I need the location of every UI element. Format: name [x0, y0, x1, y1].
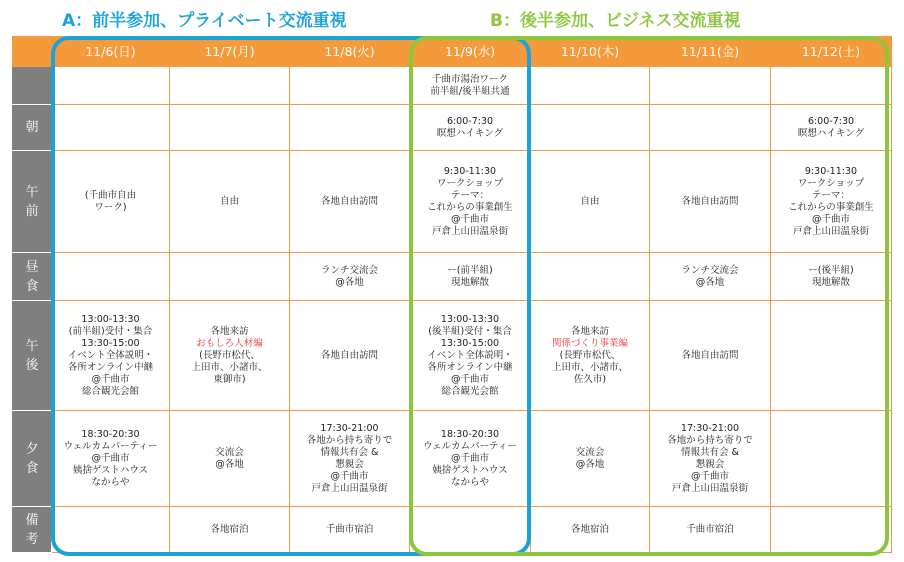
schedule-row-top: [13, 67, 892, 105]
schedule-cell: [290, 105, 410, 151]
schedule-cell: [170, 253, 290, 301]
schedule-row-asa: [13, 105, 892, 151]
schedule-cell: [290, 507, 410, 553]
day-header: 11/6(日): [52, 37, 170, 67]
cell-line: テーマ：: [811, 189, 850, 201]
cell-line: 東御市): [213, 373, 246, 385]
cell-line: 情報共有会 &: [320, 446, 379, 458]
cell-line: 各所オンライン中継: [427, 361, 513, 373]
cell-line: (後半組)受付・集合: [428, 325, 512, 337]
cell-line: @千曲市: [91, 373, 130, 385]
schedule-cell: [650, 507, 771, 553]
schedule-cell: [650, 105, 771, 151]
row-label-asa: [13, 105, 52, 151]
schedule-cell: [650, 151, 771, 253]
cell-line: 戸倉上山田温泉街: [431, 225, 508, 237]
cell-line: 総合観光会館: [81, 385, 139, 397]
cell-line: 情報共有会 &: [681, 446, 739, 458]
cell-line: 17:30-21:00: [320, 422, 379, 434]
cell-line: @千曲市: [330, 470, 369, 482]
schedule-cell: [531, 301, 650, 411]
cell-line: 千曲市宿泊: [686, 523, 734, 535]
row-label-char: 午: [25, 184, 39, 200]
schedule-cell: [410, 105, 531, 151]
highlight-text: おもしろ人材編: [196, 337, 263, 349]
cell-line: 上田市、小諸市、: [551, 361, 628, 373]
schedule-cell: [410, 253, 531, 301]
cell-line: ワークショップ: [436, 177, 504, 189]
row-label-top: [13, 67, 52, 105]
cell-line: 各地から持ち寄りで: [306, 434, 393, 446]
cell-line: 自由: [580, 195, 600, 207]
cell-line: ウェルカムパーティー: [423, 440, 517, 452]
schedule-row-gozen: [13, 151, 892, 253]
cell-line: 18:30-20:30: [81, 428, 140, 440]
cell-line: @千曲市: [450, 213, 489, 225]
cell-line: 戸倉上山田温泉街: [671, 482, 748, 494]
cell-line: 13:00-13:30: [81, 313, 140, 325]
cell-line: 各地自由訪問: [681, 349, 739, 361]
cell-line: 懇親会: [695, 458, 725, 470]
schedule-cell: [650, 253, 771, 301]
schedule-row-yushoku: [13, 411, 892, 507]
schedule-cell: [52, 507, 170, 553]
schedule-cell: [170, 411, 290, 507]
schedule-cell: [771, 253, 892, 301]
row-label-char: 午: [25, 338, 39, 354]
schedule-cell: [771, 67, 892, 105]
day-header: 11/8(火): [290, 37, 410, 67]
row-label-yushoku: [13, 411, 52, 507]
cell-line: これからの事業創生: [427, 201, 513, 213]
group-b-heading: B：後半参加、ビジネス交流重視: [490, 11, 741, 31]
cell-line: 13:30-15:00: [440, 337, 500, 349]
schedule-cell: [170, 507, 290, 553]
cell-line: 各地自由訪問: [320, 349, 378, 361]
schedule-cell: [771, 151, 892, 253]
row-label-char: 食: [25, 278, 39, 294]
cell-line: テーマ：: [450, 189, 489, 201]
schedule-cell: [410, 67, 531, 105]
cell-line: イベント全体説明・: [67, 349, 154, 361]
cell-line: @千曲市: [91, 452, 130, 464]
schedule-cell: [52, 253, 170, 301]
schedule-cell: [290, 151, 410, 253]
cell-line: 13:30-15:00: [81, 337, 140, 349]
group-a-heading: A：前半参加、プライベート交流重視: [62, 11, 347, 31]
schedule-cell: [410, 301, 531, 411]
schedule-cell: [410, 411, 531, 507]
row-label-char: 昼: [25, 259, 39, 275]
schedule-cell: [170, 151, 290, 253]
schedule-cell: [290, 301, 410, 411]
cell-line: 自由: [219, 195, 239, 207]
cell-line: 各所オンライン中継: [67, 361, 154, 373]
schedule-cell: [531, 151, 650, 253]
cell-line: ランチ交流会: [320, 264, 378, 276]
cell-line: ー(前半組): [447, 264, 493, 276]
schedule-cell: [52, 411, 170, 507]
schedule-cell: [52, 105, 170, 151]
schedule-cell: [531, 253, 650, 301]
cell-line: なからや: [450, 476, 489, 488]
cell-line: ウェルカムパーティー: [63, 440, 158, 452]
cell-line: 各地自由訪問: [320, 195, 378, 207]
day-header: 11/11(金): [650, 37, 771, 67]
cell-line: 各地から持ち寄りで: [667, 434, 753, 446]
row-label-char: 朝: [25, 120, 39, 135]
cell-line: 18:30-20:30: [440, 428, 500, 440]
corner-cell: [13, 37, 52, 67]
day-header: 11/9(水): [410, 37, 531, 67]
cell-line: 瞑想ハイキング: [797, 127, 865, 139]
cell-line: 懇親会: [335, 458, 364, 470]
schedule-cell: [52, 301, 170, 411]
schedule-table: [12, 36, 892, 553]
schedule-cell: [531, 507, 650, 553]
cell-line: 交流会: [215, 446, 244, 458]
schedule-cell: [410, 507, 531, 553]
cell-line: 9:30-11:30: [443, 165, 497, 177]
schedule-cell: [771, 301, 892, 411]
schedule-cell: [170, 105, 290, 151]
schedule-cell: [650, 67, 771, 105]
cell-line: @千曲市: [450, 373, 489, 385]
row-label-char: 夕: [25, 441, 39, 457]
schedule-row-chushoku: [13, 253, 892, 301]
cell-line: 各地自由訪問: [681, 195, 739, 207]
schedule-cell: [771, 105, 892, 151]
cell-line: @千曲市: [690, 470, 729, 482]
row-label-biko: [13, 507, 52, 553]
schedule-cell: [650, 411, 771, 507]
cell-line: ー(後半組): [808, 264, 854, 276]
row-label-char: 考: [25, 531, 39, 547]
schedule-row-gogo: [13, 301, 892, 411]
cell-line: 現地解散: [450, 276, 489, 288]
cell-line: ランチ交流会: [681, 264, 739, 276]
schedule-cell: [531, 105, 650, 151]
cell-line: 上田市、小諸市、: [191, 361, 268, 373]
cell-line: 千曲市湯治ワーク: [431, 73, 508, 85]
day-header: 11/7(月): [170, 37, 290, 67]
cell-line: 各地来訪: [570, 325, 609, 337]
cell-line: 6:00-7:30: [807, 115, 855, 127]
row-label-char: 後: [25, 357, 39, 373]
schedule-cell: [290, 67, 410, 105]
cell-line: ワーク): [94, 201, 127, 213]
cell-line: @千曲市: [450, 452, 489, 464]
cell-line: 9:30-11:30: [804, 165, 858, 177]
cell-line: @千曲市: [811, 213, 850, 225]
cell-line: 戸倉上山田温泉街: [311, 482, 388, 494]
cell-line: 各地宿泊: [570, 523, 609, 535]
cell-line: 総合観光会館: [441, 385, 499, 397]
schedule-cell: [650, 301, 771, 411]
cell-line: 千曲市宿泊: [325, 523, 374, 535]
schedule-cell: [531, 67, 650, 105]
cell-line: (長野市松代、: [199, 349, 260, 361]
cell-line: @各地: [575, 458, 605, 470]
schedule-cell: [170, 301, 290, 411]
row-label-char: 前: [25, 203, 39, 219]
schedule-cell: [290, 411, 410, 507]
cell-line: 各地宿泊: [210, 523, 249, 535]
schedule-cell: [771, 411, 892, 507]
schedule-cell: [52, 67, 170, 105]
cell-line: 戸倉上山田温泉街: [792, 225, 869, 237]
cell-line: なからや: [91, 476, 130, 488]
cell-line: 現地解散: [811, 276, 850, 288]
cell-line: 瞑想ハイキング: [436, 127, 504, 139]
schedule-cell: [410, 151, 531, 253]
row-label-gozen: [13, 151, 52, 253]
schedule-cell: [290, 253, 410, 301]
row-label-chushoku: [13, 253, 52, 301]
cell-line: イベント全体説明・: [427, 349, 513, 361]
cell-line: (千曲市自由: [84, 189, 137, 201]
schedule-row-biko: [13, 507, 892, 553]
cell-line: 佐久市): [573, 373, 607, 385]
cell-line: (前半組)受付・集合: [68, 325, 153, 337]
cell-line: 姨捨ゲストハウス: [72, 464, 149, 476]
day-header: 11/10(木): [531, 37, 650, 67]
cell-line: 交流会: [575, 446, 605, 458]
cell-line: 17:30-21:00: [680, 422, 740, 434]
row-label-char: 食: [25, 460, 39, 476]
cell-line: @各地: [695, 276, 725, 288]
cell-line: これからの事業創生: [788, 201, 874, 213]
cell-line: 13:00-13:30: [440, 313, 500, 325]
cell-line: 6:00-7:30: [446, 115, 494, 127]
cell-line: ワークショップ: [797, 177, 865, 189]
cell-line: 前半組/後半組共通: [430, 85, 510, 97]
row-label-char: 備: [25, 512, 39, 528]
cell-line: @各地: [335, 276, 364, 288]
row-label-gogo: [13, 301, 52, 411]
cell-line: (長野市松代、: [559, 349, 621, 361]
schedule-cell: [771, 507, 892, 553]
cell-line: 姨捨ゲストハウス: [432, 464, 508, 476]
day-header: 11/12(土): [771, 37, 892, 67]
schedule-cell: [531, 411, 650, 507]
schedule-cell: [52, 151, 170, 253]
highlight-text: 関係づくり事業編: [551, 337, 628, 349]
header-row: [13, 37, 892, 67]
schedule-cell: [170, 67, 290, 105]
cell-line: @各地: [215, 458, 244, 470]
cell-line: 各地来訪: [210, 325, 249, 337]
